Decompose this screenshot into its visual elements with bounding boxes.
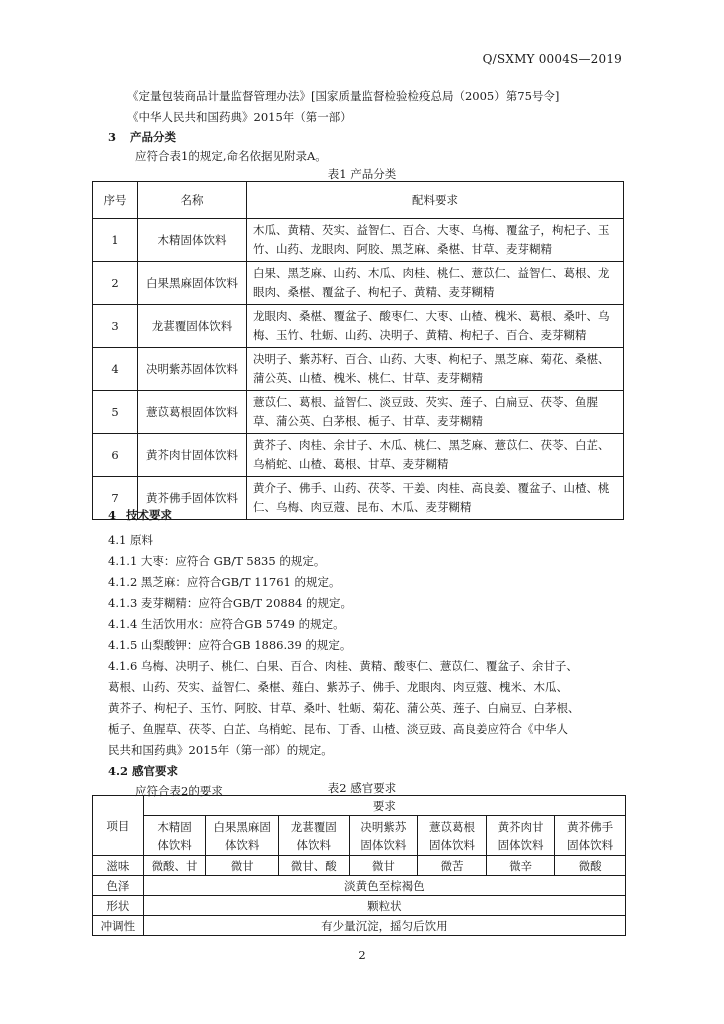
row-ingredients: 龙眼肉、桑椹、覆盆子、酸枣仁、大枣、山楂、槐米、葛根、桑叶、乌梅、玉竹、牡蛎、山药、决明子、黄精、枸杞子、百合、麦芽糊精 [247,305,624,348]
table-row [93,477,624,520]
row-label: 形状 [93,896,144,916]
item-4-1-6-line: 葛根、山药、芡实、益智仁、桑椹、薤白、紫苏子、佛手、龙眼肉、肉豆蔻、槐米、木瓜、 [108,680,568,694]
header-no: 序号 [93,182,138,219]
reference-measurement-rules: 《定量包装商品计量监督管理办法》[国家质量监督检验检疫总局（2005）第75号令] [127,89,560,103]
row-name: 决明紫苏固体饮料 [138,348,247,391]
row-no: 2 [93,262,138,305]
table-header-row [93,182,624,219]
taste-cell: 微甘 [349,856,418,876]
table-header-row [93,796,626,816]
row-ingredients: 黄芥子、肉桂、余甘子、木瓜、桃仁、黑芝麻、薏苡仁、茯苓、白芷、乌梢蛇、山楂、葛根、甘草、麦芽糊精 [247,434,624,477]
table1-caption: 表1 产品分类 [327,167,397,181]
table-row [93,856,626,876]
taste-cell: 微甘 [206,856,279,876]
taste-cell: 微苦 [418,856,487,876]
section-title: 技术要求 [126,508,173,522]
section-number: 3 [108,130,117,144]
table-row [93,896,626,916]
product-col: 黄芥肉甘 固体饮料 [486,816,555,856]
row-name: 黄芥肉甘固体饮料 [138,434,247,477]
table-row [93,262,624,305]
table-row [93,391,624,434]
reference-pharmacopoeia: 《中华人民共和国药典》2015年（第一部） [127,110,352,124]
item-4-1-2: 4.1.2 黑芝麻：应符合GB/T 11761 的规定。 [108,575,341,589]
table-row [93,348,624,391]
page-number: 2 [358,948,366,962]
product-col: 决明紫苏 固体饮料 [349,816,418,856]
row-name: 木精固体饮料 [138,219,247,262]
item-4-1-6-line: 民共和国药典》2015年（第一部）的规定。 [108,743,333,757]
header-requirements: 要求 [143,796,625,816]
table2-caption: 表2 感官要求 [327,781,397,795]
table-row [93,305,624,348]
item-4-1-6-line: 黄芥子、枸杞子、玉竹、阿胶、甘草、桑叶、牡蛎、菊花、蒲公英、莲子、白扁豆、白茅根、 [108,701,580,715]
header-item: 项目 [93,796,144,856]
item-4-1-6-line: 栀子、鱼腥草、茯苓、白芷、乌梢蛇、昆布、丁香、山楂、淡豆豉、高良姜应符合《中华人 [108,722,568,736]
row-no: 7 [93,477,138,520]
product-col: 木精固 体饮料 [143,816,206,856]
item-4-1-6-line: 4.1.6 乌梅、决明子、桃仁、白果、百合、肉桂、黄精、酸枣仁、薏苡仁、覆盆子、余甘子、 [108,659,578,673]
row-label: 冲调性 [93,916,144,936]
table-row [93,434,624,477]
taste-cell: 微辛 [486,856,555,876]
sensory-requirements-table [92,795,626,936]
row-no: 5 [93,391,138,434]
section-3-heading [108,129,176,145]
table-row [93,219,624,262]
table-product-row [93,816,626,856]
product-col: 薏苡葛根 固体饮料 [418,816,487,856]
header-ingredients: 配料要求 [247,182,624,219]
brew-cell: 有少量沉淀，摇匀后饮用 [143,916,625,936]
item-4-1-1: 4.1.1 大枣：应符合 GB/T 5835 的规定。 [108,554,326,568]
row-label: 色泽 [93,876,144,896]
row-no: 4 [93,348,138,391]
section-4-2-heading: 4.2 感官要求 [108,764,179,778]
standard-code: Q/SXMY 0004S—2019 [482,52,622,66]
product-col: 黄芥佛手 固体饮料 [555,816,626,856]
row-ingredients: 木瓜、黄精、芡实、益智仁、百合、大枣、乌梅、覆盆子，枸杞子、玉竹、山药、龙眼肉、阿胶、黑芝麻、桑椹、甘草、麦芽糊精 [247,219,624,262]
row-name: 龙葚覆固体饮料 [138,305,247,348]
taste-cell: 微酸 [555,856,626,876]
row-name: 薏苡葛根固体饮料 [138,391,247,434]
row-ingredients: 薏苡仁、葛根、益智仁、淡豆豉、芡实、莲子、白扁豆、茯苓、鱼腥草、蒲公英、白茅根、栀子、甘草、麦芽糊精 [247,391,624,434]
color-cell: 淡黄色至棕褐色 [143,876,625,896]
table-row [93,916,626,936]
row-label: 滋味 [93,856,144,876]
section-4-heading [108,507,172,523]
item-4-1-4: 4.1.4 生活饮用水：应符合GB 5749 的规定。 [108,617,345,631]
taste-cell: 微甘、酸 [278,856,349,876]
section-title: 产品分类 [130,130,177,144]
item-4-1-3: 4.1.3 麦芽糊精：应符合GB/T 20884 的规定。 [108,596,352,610]
row-ingredients: 黄介子、佛手、山药、茯苓、干姜、肉桂、高良姜、覆盆子、山楂、桃仁、乌梅、肉豆蔻、昆布、木瓜、麦芽糊精 [247,477,624,520]
section-3-text: 应符合表1的规定,命名依据见附录A。 [135,149,327,163]
product-classification-table [92,181,624,520]
item-4-1-5: 4.1.5 山梨酸钾：应符合GB 1886.39 的规定。 [108,638,352,652]
header-name: 名称 [138,182,247,219]
section-number: 4 [108,508,117,522]
row-ingredients: 决明子、紫苏籽、百合、山药、大枣、枸杞子、黑芝麻、菊花、桑椹、蒲公英、山楂、槐米、桃仁、甘草、麦芽糊精 [247,348,624,391]
row-no: 1 [93,219,138,262]
table-row [93,876,626,896]
product-col: 龙葚覆固 体饮料 [278,816,349,856]
row-name: 白果黑麻固体饮料 [138,262,247,305]
row-no: 6 [93,434,138,477]
row-ingredients: 白果、黑芝麻、山药、木瓜、肉桂、桃仁、薏苡仁、益智仁、葛根、龙眼肉、桑椹、覆盆子、枸杞子、黄精、麦芽糊精 [247,262,624,305]
row-name: 黄芥佛手固体饮料 [138,477,247,520]
section-4-2-text: 应符合表2的要求 [135,784,223,798]
product-col: 白果黑麻固 体饮料 [206,816,279,856]
row-no: 3 [93,305,138,348]
form-cell: 颗粒状 [143,896,625,916]
taste-cell: 微酸、甘 [143,856,206,876]
section-4-1-heading: 4.1 原料 [108,533,153,547]
